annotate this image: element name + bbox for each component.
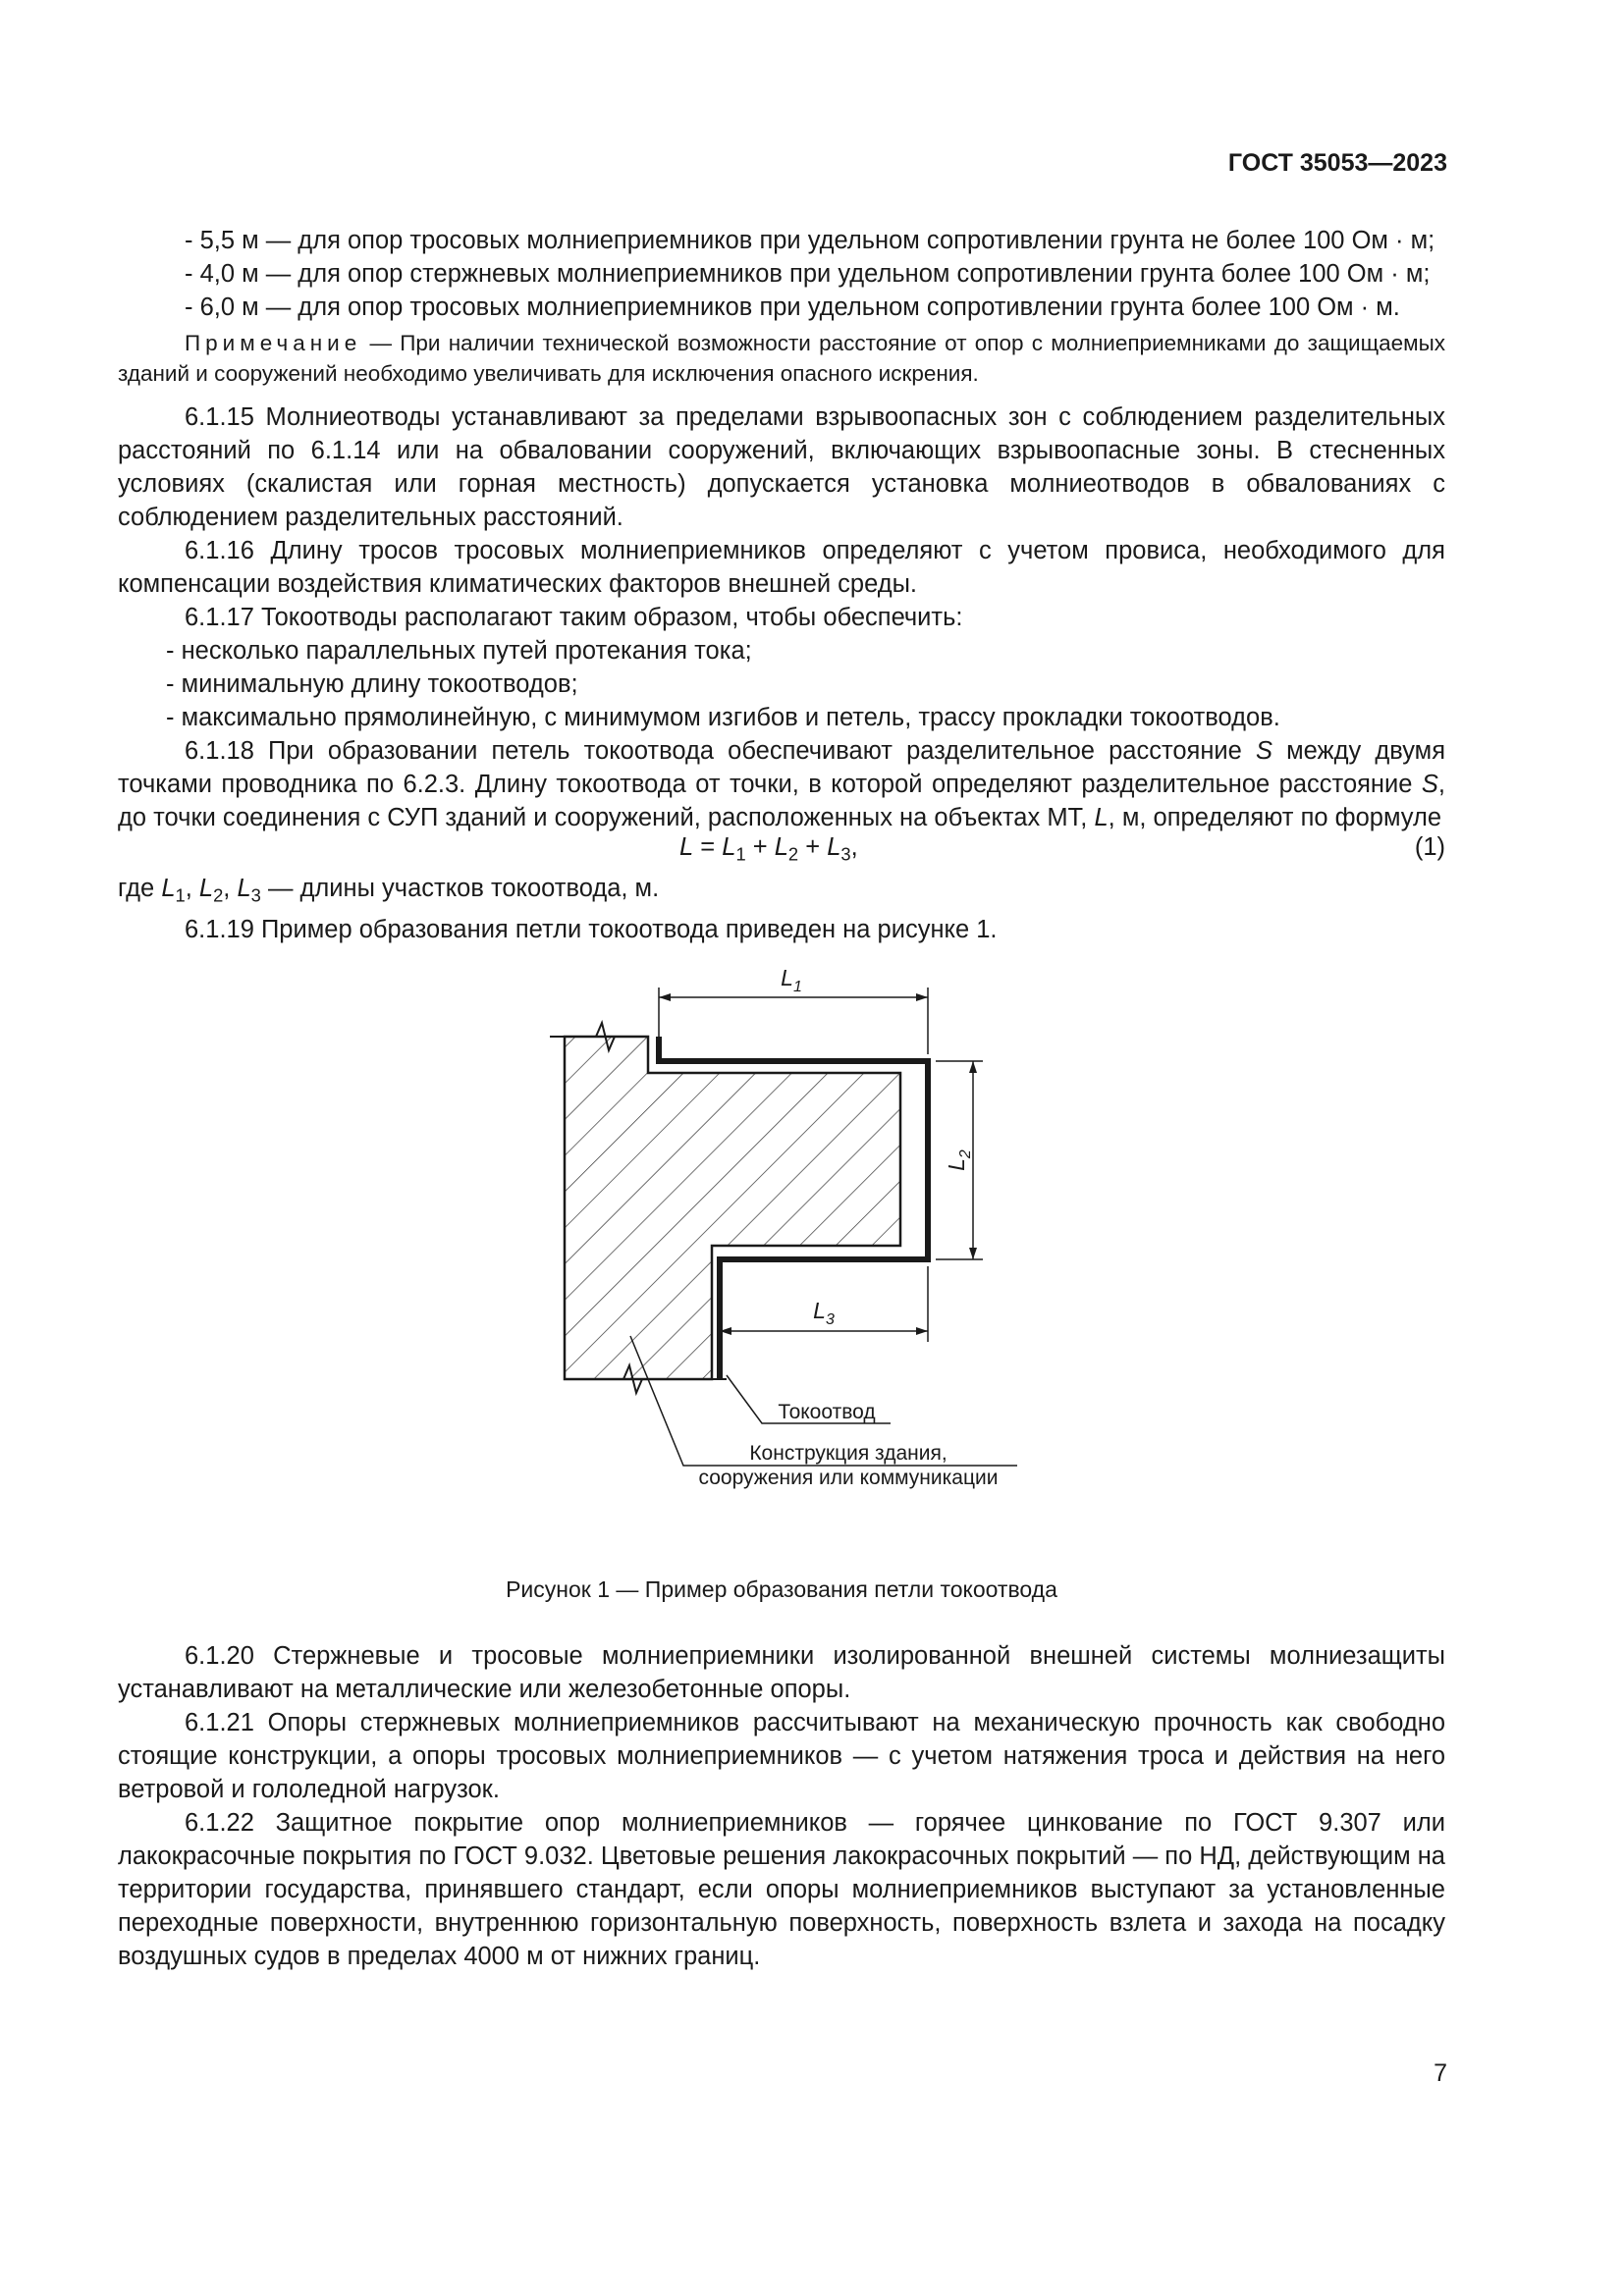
paragraph-6-1-18: 6.1.18 При образовании петель токоотвода обеспечивают разделительное расстояние S между двумя точками проводника по 6.2.3. Длину токоотвода от точки, в которой определяют разделительное расстояние S, до точки соединения с СУП зданий и сооружений, расположенных на объектах МТ, L, м, определяют по формуле <box>118 737 1445 831</box>
paragraph-6-1-16: 6.1.16 Длину тросов тросовых молниеприемников определяют с учетом провиса, необходимого для компенсации воздействия климатических факторов внешней среды. <box>118 537 1445 598</box>
note-text: — При наличии технической возможности расстояние от опор с молниеприемниками до защищаемых зданий и сооружений необходимо увеличивать для исключения опасного искрения. <box>118 331 1445 386</box>
document-body <box>118 224 1445 1973</box>
paragraph-6-1-19: 6.1.19 Пример образования петли токоотвода приведен на рисунке 1. <box>185 915 998 943</box>
paragraph-6-1-20: 6.1.20 Стержневые и тросовые молниеприемники изолированной внешней системы молниезащиты устанавливают на металлические или железобетонные опоры. <box>118 1641 1445 1703</box>
formula-expression: $L = L_1 + L_2 + L_3$, <box>679 833 858 865</box>
label-l3: $L_3$ <box>813 1297 835 1328</box>
figure-caption: Рисунок 1 — Пример образования петли токоотвода <box>506 1575 1057 1602</box>
list-item: - 6,0 м — для опор тросовых молниеприемников при удельном сопротивлении грунта более 100 Ом · м. <box>185 294 1400 321</box>
formula-legend: где $L_1$, $L_2$, $L_3$ — длины участков токоотвода, м. <box>118 875 660 906</box>
paragraph-6-1-21: 6.1.21 Опоры стержневых молниеприемников рассчитывают на механическую прочность как свободно стоящие конструкции, а опоры тросовых молниеприемников — с учетом натяжения троса и действия на него ветровой и гололедной нагрузок. <box>118 1708 1445 1803</box>
paragraph-6-1-15: 6.1.15 Молниеотводы устанавливают за пределами взрывоопасных зон с соблюдением разделительных расстояний по 6.1.14 или на обваловании сооружений, включающих взрывоопасные зоны. В стесненных условиях (скалистая или горная местность) допускается установка молниеотводов в обвалованиях с соблюдением разделительных расстояний. <box>118 403 1445 531</box>
label-construction-line2: сооружения или коммуникации <box>698 1466 999 1489</box>
list-item: - несколько параллельных путей протекания тока; <box>166 637 752 665</box>
label-construction-line1: Конструкция здания, <box>749 1441 947 1465</box>
paragraph-6-1-22: 6.1.22 Защитное покрытие опор молниеприемников — горячее цинкование по ГОСТ 9.307 или лакокрасочные покрытия по ГОСТ 9.032. Цветовые решения лакокрасочных покрытий — по НД, действующим на территории государства, принявшего стандарт, если опоры молниеприемников выступают за установленные переходные поверхности, внутреннюю горизонтальную поверхность, поверхность взлета и захода на посадку воздушных судов в пределах 4000 м от нижних границ. <box>118 1808 1445 1970</box>
page-number: 7 <box>1434 2059 1447 2087</box>
note-label: Примечание <box>185 331 362 355</box>
formula-1 <box>118 828 1445 872</box>
note <box>118 328 1445 389</box>
formula-number: (1) <box>1414 833 1445 861</box>
figure-1 <box>118 952 1445 1573</box>
label-l2: $L_2$ <box>944 1148 974 1171</box>
construction-hatched-area <box>565 1037 900 1379</box>
label-downconductor: Токоотвод <box>778 1400 876 1423</box>
list-item: - 5,5 м — для опор тросовых молниеприемников при удельном сопротивлении грунта не более 100 Ом · м; <box>185 227 1435 254</box>
figure-1-drawing <box>118 952 1445 1573</box>
list-item: - 4,0 м — для опор стержневых молниеприемников при удельном сопротивлении грунта более 100 Ом · м; <box>185 260 1431 288</box>
paragraph-6-1-17: 6.1.17 Токоотводы располагают таким образом, чтобы обеспечить: <box>185 604 963 631</box>
list-item: - максимально прямолинейную, с минимумом изгибов и петель, трассу прокладки токоотводов. <box>166 704 1280 731</box>
label-l1: $L_1$ <box>781 964 802 995</box>
list-item: - минимальную длину токоотводов; <box>166 670 578 698</box>
document-header: ГОСТ 35053—2023 <box>1227 149 1447 177</box>
